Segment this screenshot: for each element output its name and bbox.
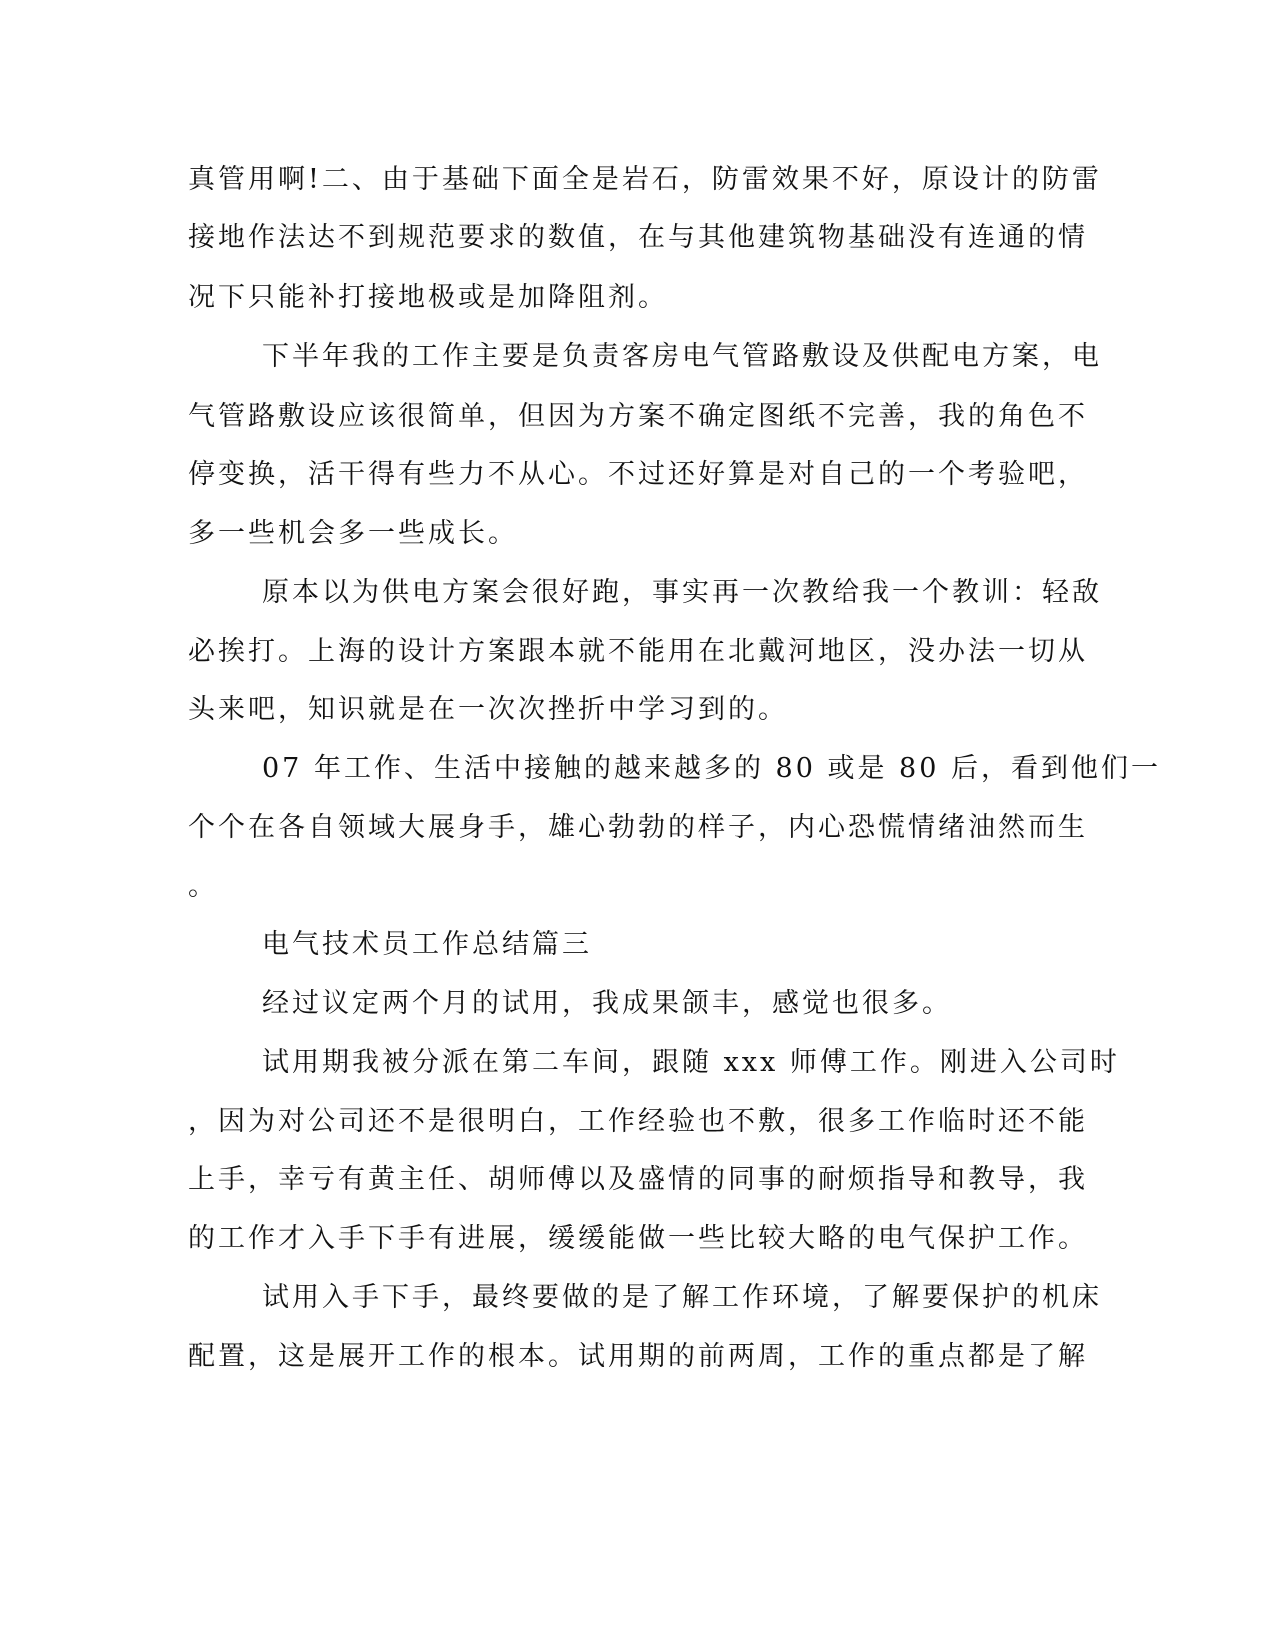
section-heading: 电气技术员工作总结篇三: [262, 929, 592, 960]
text-line-17: ，因为对公司还不是很明白，工作经验也不敷，很多工作临时还不能: [188, 1106, 1088, 1137]
text-line-18: 上手，幸亏有黄主任、胡师傅以及盛情的同事的耐烦指导和教导，我: [188, 1164, 1088, 1195]
text-line-10: 头来吧，知识就是在一次次挫折中学习到的。: [188, 694, 788, 725]
paragraph-start-line: 下半年我的工作主要是负责客房电气管路敷设及供配电方案，电: [262, 341, 1102, 372]
text-line-21: 配置，这是展开工作的根本。试用期的前两周，工作的重点都是了解: [188, 1341, 1088, 1372]
paragraph-start-line: 07 年工作、生活中接触的越来越多的 80 或是 80 后，看到他们一: [262, 753, 1161, 784]
paragraph-start-line: 试用入手下手，最终要做的是了解工作环境，了解要保护的机床: [262, 1282, 1102, 1313]
text-line-12: 个个在各自领域大展身手，雄心勃勃的样子，内心恐慌情绪油然而生: [188, 812, 1088, 843]
text-line-9: 必挨打。上海的设计方案跟本就不能用在北戴河地区，没办法一切从: [188, 636, 1088, 667]
text-line-5: 气管路敷设应该很简单，但因为方案不确定图纸不完善，我的角色不: [188, 401, 1088, 432]
text-line-19: 的工作才入手下手有进展，缓缓能做一些比较大略的电气保护工作。: [188, 1223, 1088, 1254]
text-line-1: 真管用啊!二、由于基础下面全是岩石，防雷效果不好，原设计的防雷: [188, 164, 1102, 195]
paragraph-start-line: 试用期我被分派在第二车间，跟随 xxx 师傅工作。刚进入公司时: [262, 1047, 1120, 1078]
text-line-2: 接地作法达不到规范要求的数值，在与其他建筑物基础没有连通的情: [188, 222, 1088, 253]
text-line-7: 多一些机会多一些成长。: [188, 518, 518, 549]
text-line-13: 。: [188, 871, 218, 902]
paragraph-start-line: 经过议定两个月的试用，我成果颌丰，感觉也很多。: [262, 988, 952, 1019]
paragraph-start-line: 原本以为供电方案会很好跑，事实再一次教给我一个教训：轻敌: [262, 577, 1102, 608]
text-line-3: 况下只能补打接地极或是加降阻剂。: [188, 282, 668, 313]
text-line-6: 停变换，活干得有些力不从心。不过还好算是对自己的一个考验吧，: [188, 459, 1088, 490]
